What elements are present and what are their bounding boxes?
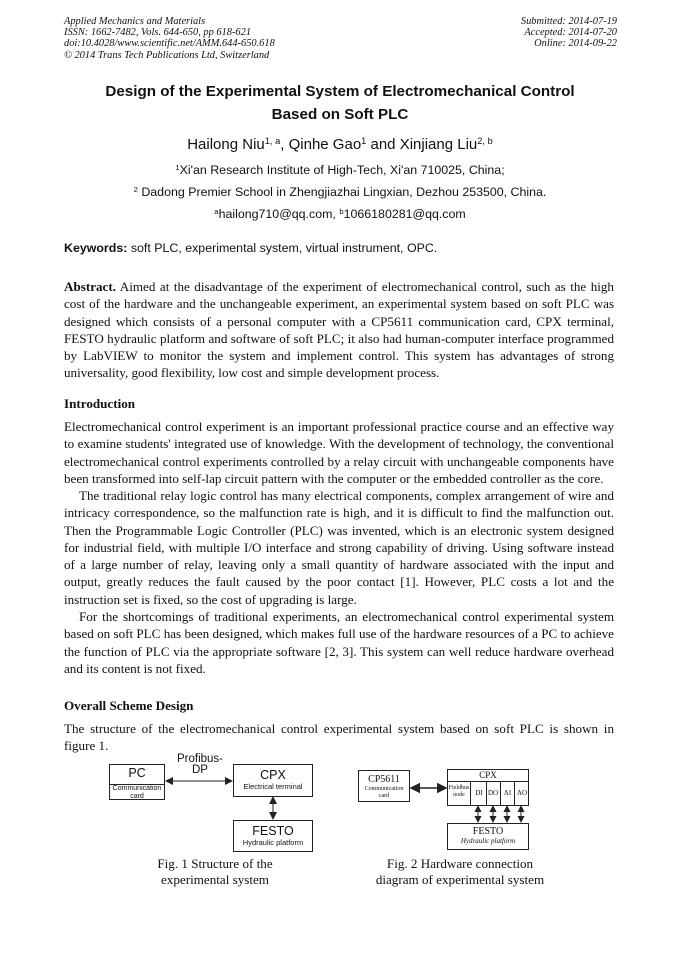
pc-sub-label: Communication card (112, 785, 162, 800)
journal-name: Applied Mechanics and Materials (64, 16, 206, 27)
author-sup: 2, b (477, 135, 493, 146)
figure-2-caption: Fig. 2 Hardware connection diagram of experimental system (375, 856, 545, 887)
affiliation-1: $^1$Xi'an Research Institute of High-Tech, Xi'an 710025, China; (175, 162, 505, 177)
ao-module: AO (516, 789, 528, 797)
profibus-label: Profibus-DP (176, 753, 224, 776)
author-emails: $^a$hailong710@qq.com, $^b$1066180281@qq.com (214, 206, 466, 221)
author-name: Qinhe Gao (288, 136, 362, 153)
fieldbus-node: Fieldbus node (448, 781, 471, 806)
intro-paragraph-1: Electromechanical control experiment is an important professional practice course and an effective way to examine students' integrated use of knowledge. With the development of technology, the conventional electromechanical control experiments controlled by a relay circuit with unchangeable components have been transformed into self-lap circuit pattern with the computer or the embedded controller as the core. (64, 419, 614, 486)
submitted-date: Submitted: 2014-07-19 (520, 16, 617, 27)
intro-paragraph-2: The traditional relay logic control has many electrical components, complex arrangement of wire and intricacy correspondence, so the malfunction rate is high, and it is difficult to find the malfunction out. Then the Programmable Logic Controller (PLC) was invented, which is an electronic system designed for industrial field, with multiple I/O interface and strong capability of driving. Using software instead of a large number of relay, leaving only a small quantity of hardware associated with the input and output, greatly reduces the fault caused by the poor contact [1]. However, PLC costs a lot and the instruction set is fixed, so the cost of upgrading is large. (64, 488, 614, 607)
festo-label: FESTO (252, 824, 294, 838)
author-sup: 1 (361, 135, 367, 146)
cpx-module-label: CPX (448, 770, 528, 782)
doi: doi:10.4028/www.scientific.net/AMM.644-650.618 (64, 38, 275, 50)
author-and: and (370, 136, 396, 153)
introduction-heading: Introduction (64, 396, 136, 411)
abstract-text: Aimed at the disadvantage of the experiment of electromechanical control, such as the high cost of the hardware and the unchangeable experiment, an experimental system based on soft PLC was designed which consists of a personal computer with a CP5611 communication card, CPX terminal, FESTO hydraulic platform and software of soft PLC; it also had human-computer interface programmed by LabVIEW to monitor the system and implement control. This system has advantages of strong universality, good flexibility, low cost and simple development process. (64, 279, 614, 381)
figure-1-caption: Fig. 1 Structure of the experimental system (157, 856, 273, 887)
author-name: Hailong Niu (187, 136, 265, 153)
cp5611-sub-label: Communication card (364, 786, 404, 799)
pc-label: PC (128, 766, 146, 780)
title-line-2: Based on Soft PLC (271, 106, 409, 123)
cpx-module-box (447, 769, 529, 806)
author-list: Hailong Niu$^{1, a}$, Qinhe Gao$^1$ and Xinjiang Liu$^{2, b}$ (187, 135, 493, 153)
festo-sub-label: Hydraulic platform (242, 838, 304, 847)
intro-paragraph-3: For the shortcomings of traditional experiments, an electromechanical control experimental system based on soft PLC has been designed, which makes full use of the hardware resources of a PC to achieve the function of PLC via the appropriate software [2, 3]. This system can well reduce hardware overhead and its content is not fixed. (64, 609, 614, 676)
author-sup: 1, a (264, 135, 281, 146)
abstract-label: Abstract. (64, 279, 116, 294)
email-link[interactable]: hailong710@qq.com, (218, 207, 336, 221)
scheme-paragraph: The structure of the electromechanical control experimental system based on soft PLC is shown in figure 1. (64, 721, 614, 754)
di-module: DI (472, 781, 487, 806)
title-line-1: Design of the Experimental System of Electromechanical Control (105, 83, 575, 100)
cp5611-label: CP5611 (368, 774, 400, 785)
keywords-text: soft PLC, experimental system, virtual instrument, OPC. (130, 241, 438, 255)
accepted-date: Accepted: 2014-07-20 (524, 27, 617, 39)
ai-module: AI (501, 781, 515, 806)
keywords-label: Keywords: (64, 241, 128, 255)
festo-platform-sub-label: Hydraulic platform (460, 837, 516, 845)
festo-platform-label: FESTO (472, 826, 504, 837)
scheme-heading: Overall Scheme Design (64, 698, 194, 713)
online-date: Online: 2014-09-22 (534, 38, 617, 50)
festo-platform-box (447, 823, 529, 850)
affiliation-2: $^2$ Dadong Premier School in Zhengjiazhai Lingxian, Dezhou 253500, China. (133, 184, 547, 199)
do-module: DO (486, 781, 501, 806)
issn: ISSN: 1662-7482, Vols. 644-650, pp 618-621 (64, 27, 252, 39)
email-link[interactable]: 1066180281@qq.com (343, 207, 466, 221)
cpx-label: CPX (260, 768, 286, 782)
cpx-sub-label: Electrical terminal (243, 782, 303, 791)
copyright: © 2014 Trans Tech Publications Ltd, Switzerland (64, 49, 270, 61)
author-name: Xinjiang Liu (399, 136, 478, 153)
